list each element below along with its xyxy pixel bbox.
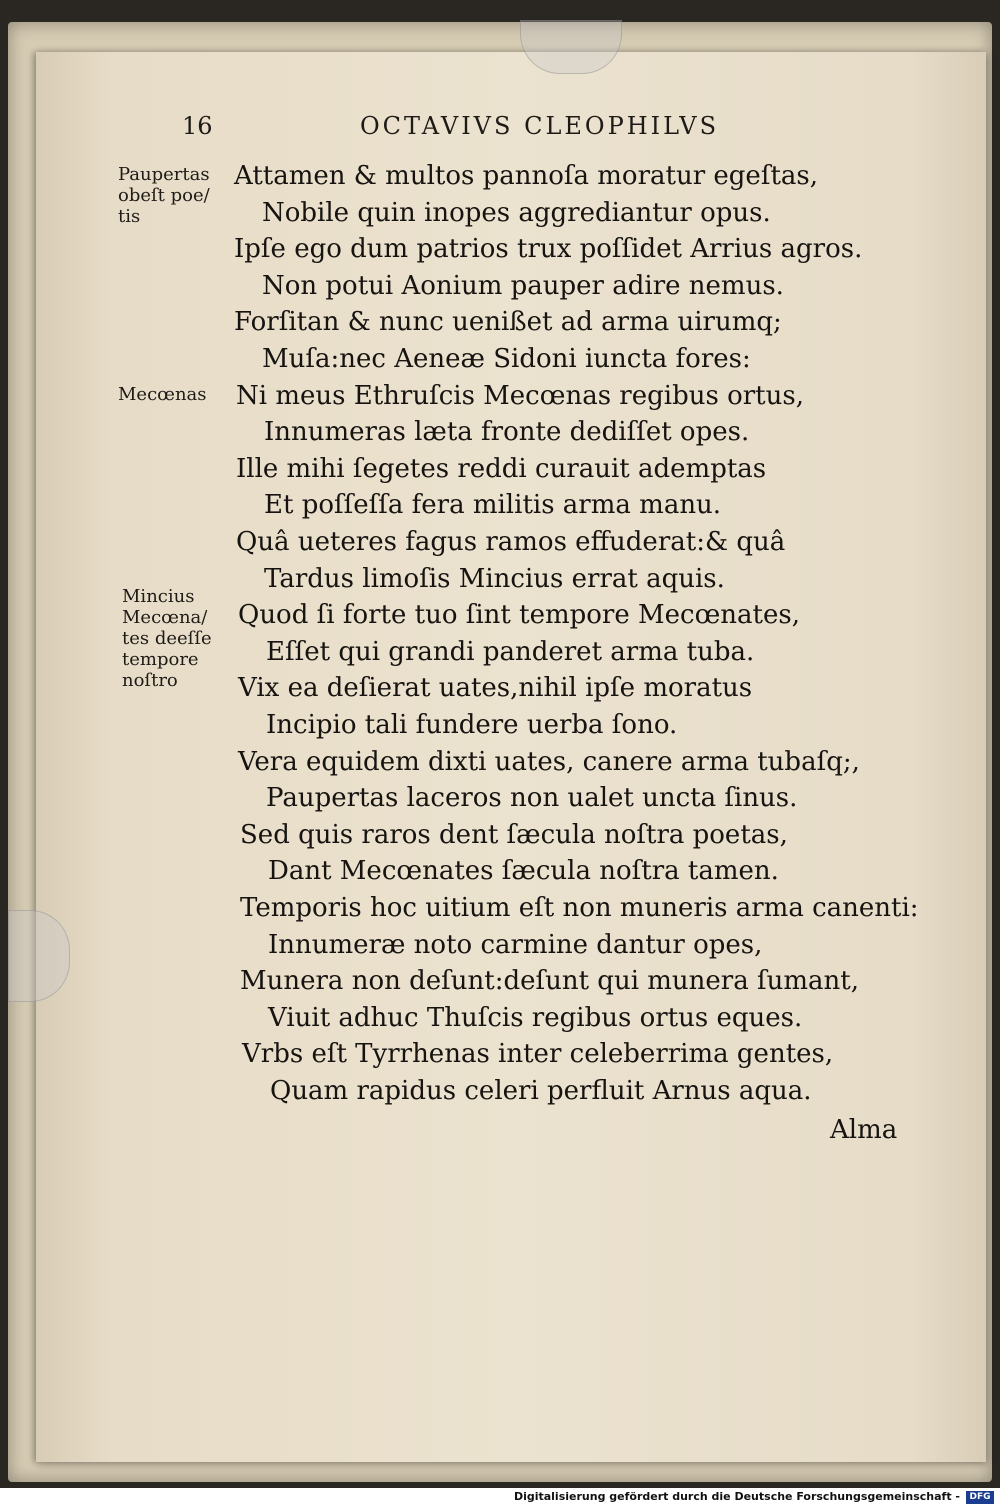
verse-line: Temporis hoc uitium eſt non muneris arma canenti: [240,893,919,923]
footer-bar [0,1488,1000,1507]
margin-note-line: Mecœnas [118,384,207,405]
verse-line: Innumeras læta fronte dediſſet opes. [264,417,750,448]
margin-note-line: tempore [122,649,199,670]
margin-note-line: tis [118,206,141,227]
verse-line: Tardus limoſis Mincius errat aquis. [264,563,725,594]
margin-note-mecoenas [118,384,207,405]
verse-line: Vera equidem dixti uates, canere arma tubaſq;, [238,746,860,777]
margin-note-paupertas [118,164,210,227]
verse-line: Munera non deſunt:deſunt qui munera ſumant, [240,966,859,997]
margin-note-line: tes deeſſe [122,628,212,649]
margin-note-line: Paupertas [118,164,210,185]
margin-note-line: obeſt poe/ [118,185,210,206]
verse-line: Non potui Aonium pauper adire nemus. [262,270,784,301]
page-number: 16 [182,112,213,140]
verse-line: Innumeræ noto carmine dantur opes, [268,929,763,960]
verse-line: Nobile quin inopes aggrediantur opus. [262,197,771,228]
margin-note-mincius [122,586,212,691]
verse-line: Quam rapidus celeri perfluit Arnus aqua. [270,1076,812,1106]
verse-line: Incipio tali fundere uerba ſono. [266,710,678,740]
footer-credit: Digitalisierung gefördert durch die Deutsche Forschungsgemeinschaft - [513,1490,960,1503]
verse-line: Quâ ueteres fagus ramos effuderat:& quâ [236,527,786,557]
verse-line: Quod ſi forte tuo ſint tempore Mecœnates, [238,600,800,631]
verse-line: Ni meus Ethruſcis Mecœnas regibus ortus, [236,380,804,411]
margin-note-line: noſtro [122,670,178,691]
dfg-logo-icon: DFG [966,1491,994,1504]
verse-line: Eſſet qui grandi panderet arma tuba. [266,636,755,667]
verse-line: Muſa:nec Aeneæ Sidoni iuncta fores: [262,344,751,374]
verse-line: Vix ea deſierat uates,nihil ipſe moratus [238,673,753,704]
verse-line: Forſitan & nunc uenißet ad arma uirumq; [234,307,782,338]
running-title: OCTAVIVS CLEOPHILVS [360,112,720,140]
verse-line: Vrbs eſt Tyrrhenas inter celeberrima gentes, [242,1039,834,1070]
verse-line: Ipſe ego dum patrios trux poſſidet Arrius agros. [234,234,863,265]
verse-line: Ille mihi ſegetes reddi curauit ademptas [236,453,767,484]
verse-line: Attamen & multos pannoſa moratur egeſtas, [234,161,818,191]
verse-line: Et poſſeſſa fera militis arma manu. [264,490,722,521]
margin-note-line: Mincius [122,586,195,607]
margin-note-line: Mecœna/ [122,607,208,628]
verse-line: Viuit adhuc Thuſcis regibus ortus eques. [268,1002,803,1033]
verse-line: Paupertas laceros non ualet uncta ſinus. [266,783,798,814]
catchword: Alma [830,1115,898,1145]
verse-line: Dant Mecœnates ſæcula noſtra tamen. [268,856,779,887]
verse-line: Sed quis raros dent ſæcula noſtra poetas, [240,819,788,850]
running-head [0,112,1000,142]
